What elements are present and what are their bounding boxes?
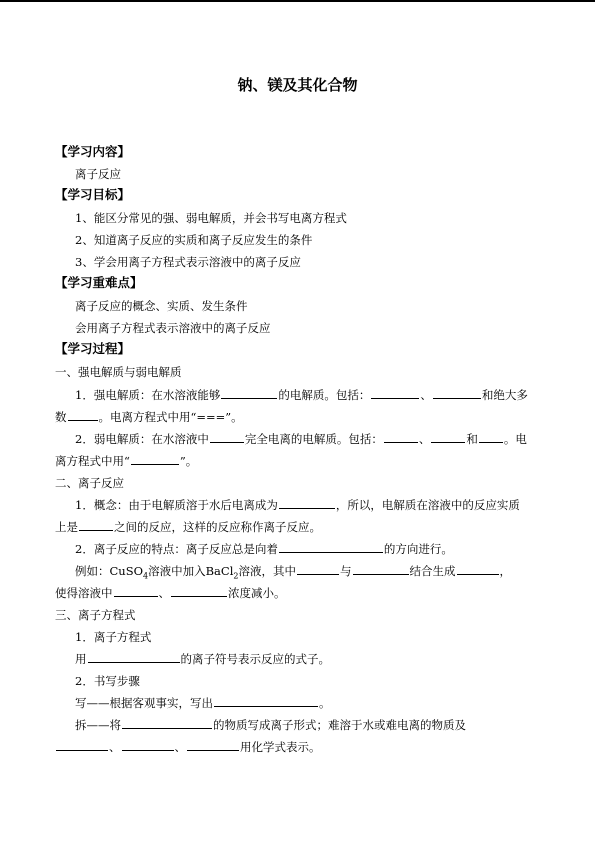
answer-blank[interactable]	[431, 431, 465, 443]
goal-item-3: 3、学会用离子方程式表示溶液中的离子反应	[75, 255, 301, 269]
content-item: 离子反应	[75, 167, 121, 181]
process-part-1-heading: 一、强电解质与弱电解质	[55, 365, 182, 379]
answer-blank[interactable]	[88, 651, 180, 663]
ionic-reaction-concept-line: 1．概念：由于电解质溶于水后电离成为 ，所以，电解质在溶液中的反应实质	[75, 498, 520, 512]
weak-electrolyte-line: 2．弱电解质：在水溶液中 完全电离的电解质。包括： 、 和 。电	[75, 432, 527, 446]
process-part-2-heading: 二、离子反应	[55, 476, 124, 490]
key-item-1: 离子反应的概念、实质、发生条件	[75, 299, 248, 313]
answer-blank[interactable]	[131, 453, 179, 465]
answer-blank[interactable]	[221, 387, 277, 399]
section-heading-goals: 【学习目标】	[55, 187, 131, 202]
ionic-reaction-feature-line: 2．离子反应的特点：离子反应总是向着 的方向进行。	[75, 542, 453, 556]
ionic-reaction-concept-line-2: 上是 之间的反应，这样的反应称作离子反应。	[55, 520, 321, 534]
section-heading-content: 【学习内容】	[55, 144, 131, 159]
process-part-3-heading: 三、离子方程式	[55, 608, 136, 622]
ionic-equation-subheading: 1．离子方程式	[75, 630, 152, 644]
page-title: 钠、镁及其化合物	[237, 76, 358, 94]
strong-electrolyte-line-2: 数 。电离方程式中用“===”。	[55, 410, 243, 424]
answer-blank[interactable]	[210, 431, 244, 443]
answer-blank[interactable]	[384, 431, 418, 443]
key-item-2: 会用离子方程式表示溶液中的离子反应	[75, 321, 271, 335]
example-line-2: 使得溶液中 、 浓度减小。	[55, 586, 286, 600]
strong-electrolyte-line: 1．强电解质：在水溶液能够 的电解质。包括： 、 和绝大多	[75, 388, 528, 402]
step-split-line-2: 、 、 用化学式表示。	[55, 739, 321, 755]
answer-blank[interactable]	[114, 585, 158, 597]
section-heading-process: 【学习过程】	[55, 341, 131, 356]
answer-blank[interactable]	[122, 717, 212, 729]
goal-item-2: 2、知道离子反应的实质和离子反应发生的条件	[75, 233, 313, 247]
answer-blank[interactable]	[279, 541, 383, 553]
answer-blank[interactable]	[79, 519, 113, 531]
weak-electrolyte-line-2: 离方程式中用“ ”。	[55, 454, 198, 468]
goal-item-1: 1、能区分常见的强、弱电解质，并会书写电离方程式	[75, 211, 347, 225]
answer-blank[interactable]	[187, 739, 239, 751]
answer-blank[interactable]	[214, 695, 318, 707]
answer-blank[interactable]	[122, 739, 174, 751]
answer-blank[interactable]	[279, 497, 335, 509]
answer-blank[interactable]	[457, 563, 499, 575]
answer-blank[interactable]	[68, 409, 98, 421]
ionic-equation-definition: 用 的离子符号表示反应的式子。	[75, 652, 330, 666]
answer-blank[interactable]	[433, 387, 481, 399]
step-split-line: 拆——将 的物质写成离子形式；难溶于水或难电离的物质及	[75, 718, 466, 732]
answer-blank[interactable]	[353, 563, 409, 575]
example-line: 例如：CuSO$_4$溶液中加入BaCl$_2$溶液，其中 与 结合生成 ，	[75, 564, 511, 581]
answer-blank[interactable]	[297, 563, 339, 575]
writing-steps-subheading: 2．书写步骤	[75, 674, 140, 688]
section-heading-key: 【学习重难点】	[55, 275, 143, 290]
top-rule	[0, 0, 595, 2]
answer-blank[interactable]	[56, 739, 108, 751]
step-write-line: 写——根据客观事实，写出 。	[75, 696, 331, 710]
answer-blank[interactable]	[371, 387, 419, 399]
answer-blank[interactable]	[171, 585, 227, 597]
answer-blank[interactable]	[479, 431, 503, 443]
